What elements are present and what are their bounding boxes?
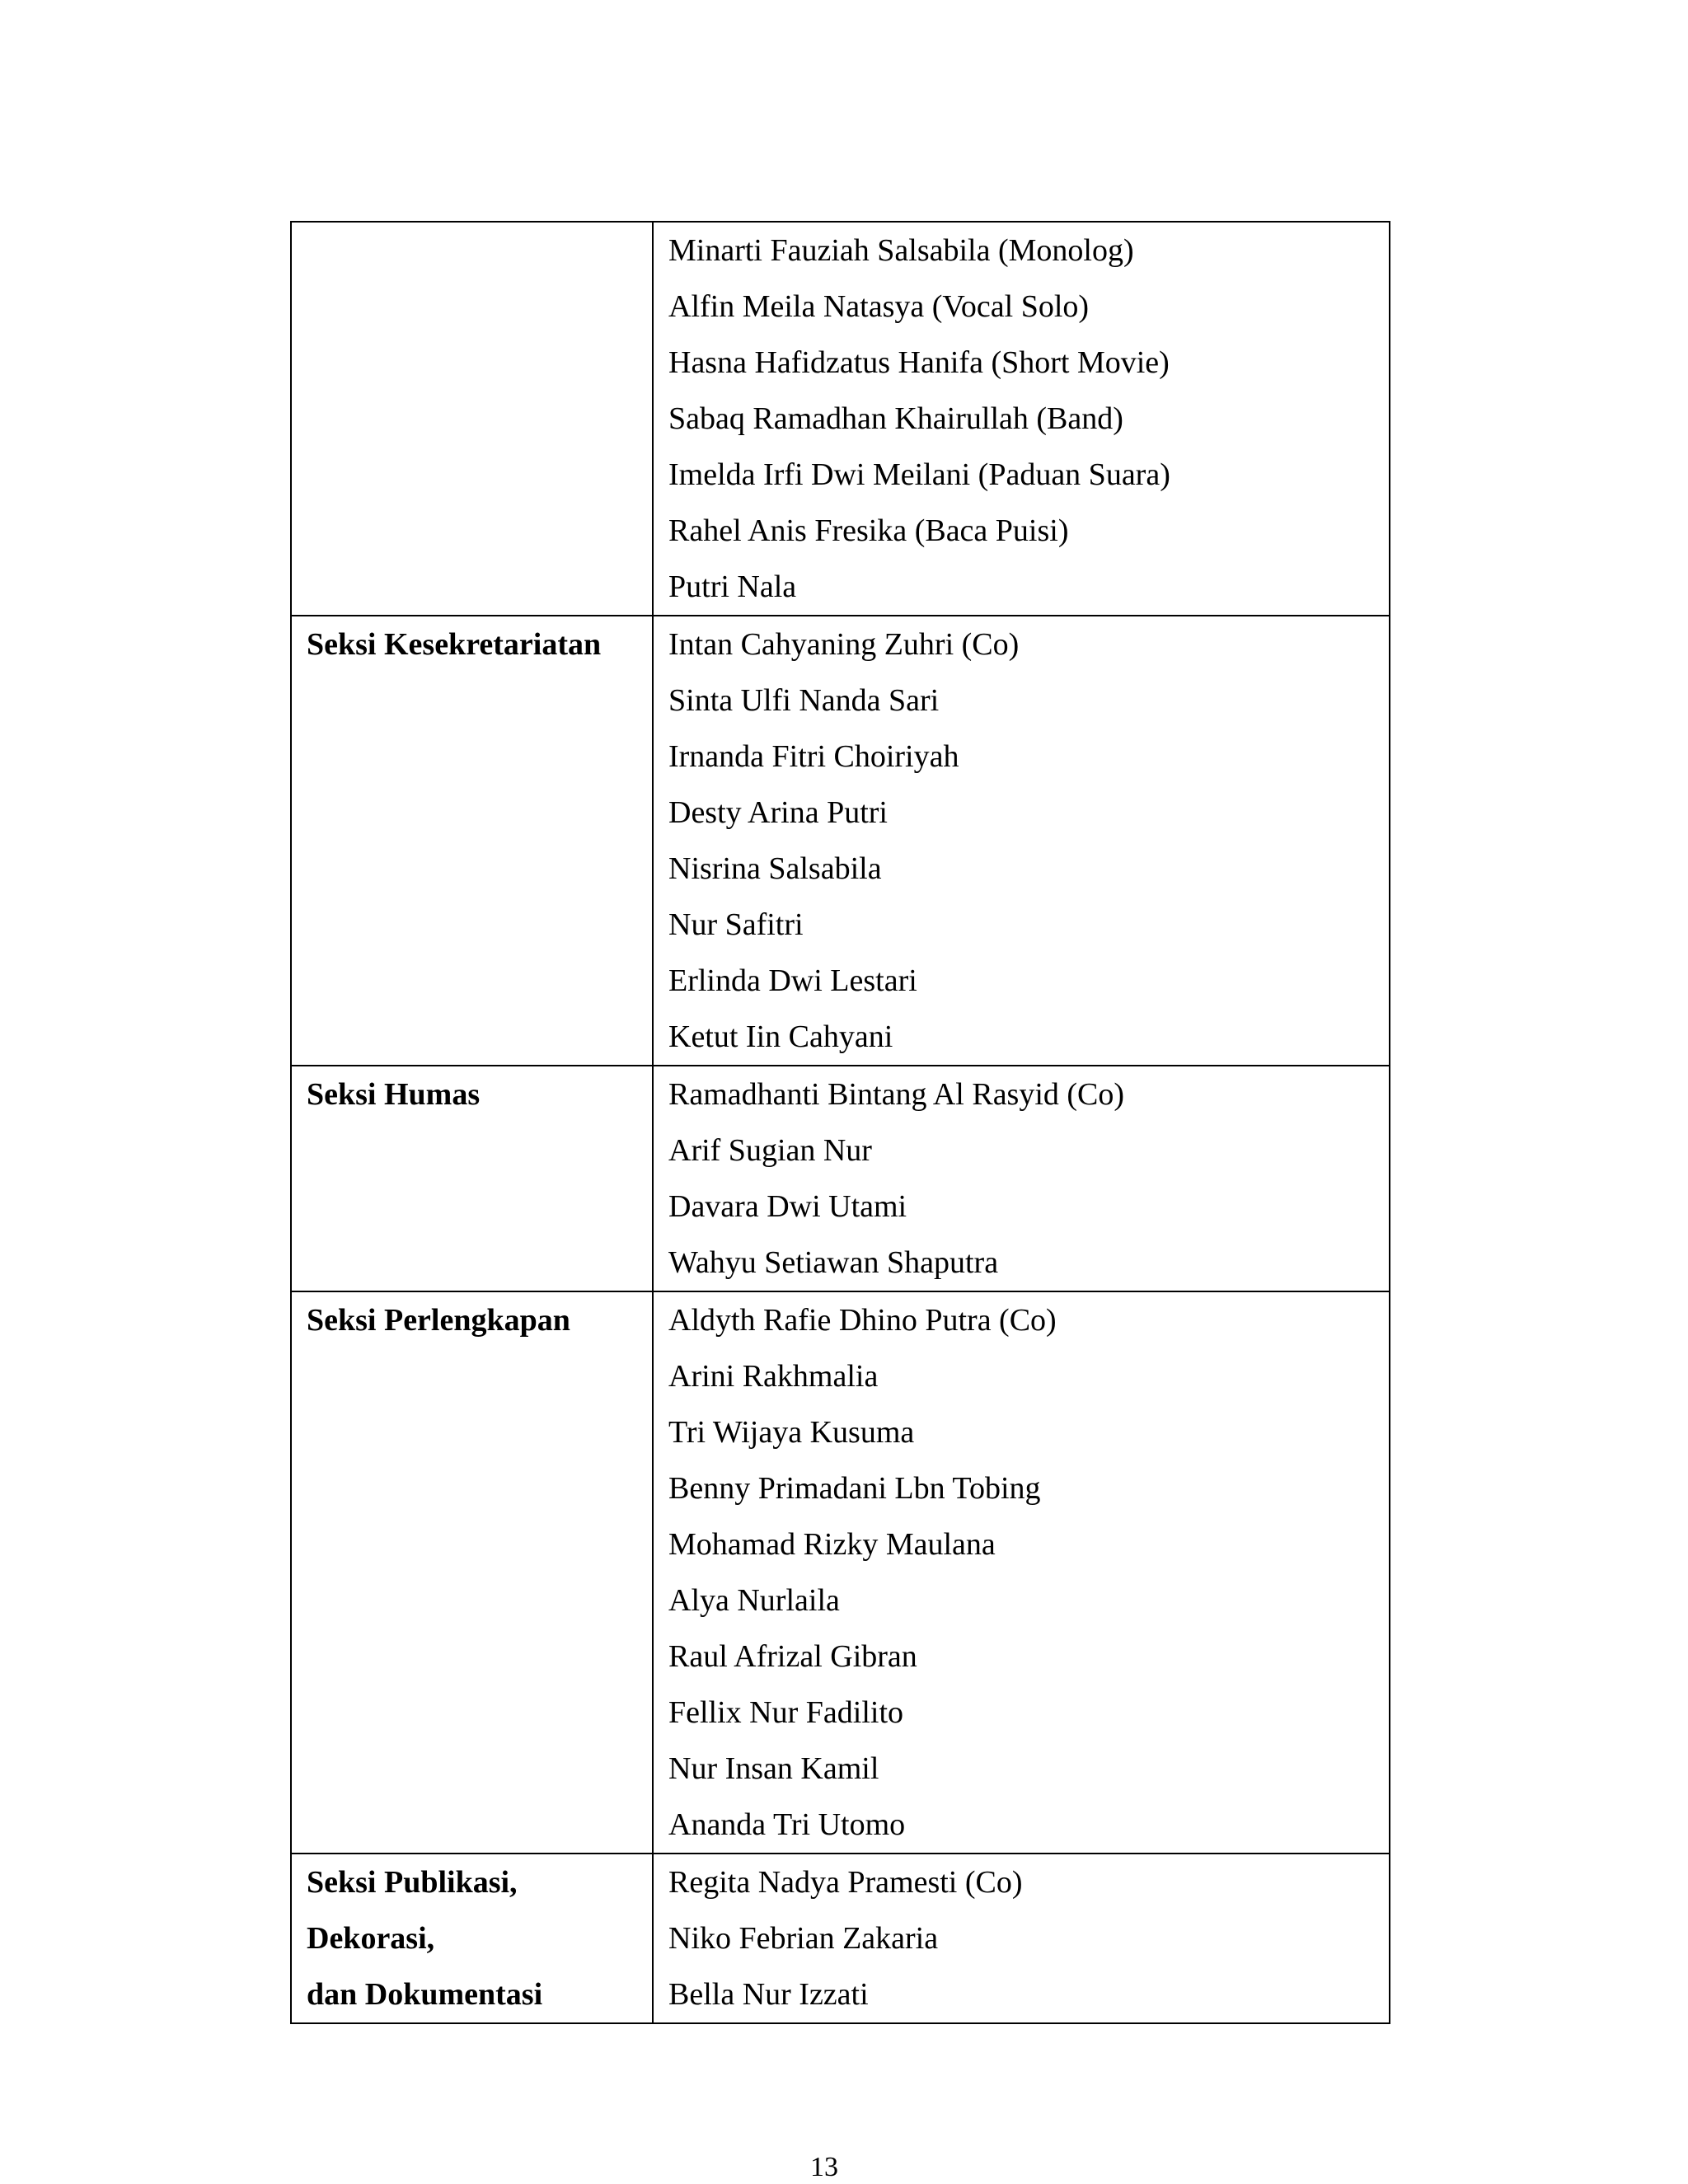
member-name: Alfin Meila Natasya (Vocal Solo) (668, 289, 1090, 324)
section-name: Seksi Publikasi, (307, 1865, 518, 1900)
member-name: Alya Nurlaila (668, 1583, 840, 1618)
members-cell-content (654, 1854, 1389, 2022)
section-name: dan Dokumentasi (307, 1977, 543, 2012)
section-cell (291, 1066, 653, 1291)
member-name: Irnanda Fitri Choiriyah (668, 739, 959, 774)
section-cell-content (292, 616, 652, 673)
page-number: 13 (810, 2152, 838, 2182)
section-name: Seksi Humas (307, 1077, 481, 1112)
section-cell (291, 222, 653, 616)
member-name: Nur Safitri (668, 907, 804, 942)
member-name: Regita Nadya Pramesti (Co) (668, 1865, 1023, 1900)
section-name: Seksi Perlengkapan (307, 1303, 570, 1338)
members-cell (653, 1291, 1390, 1854)
members-cell (653, 222, 1390, 616)
member-name: Ketut Iin Cahyani (668, 1019, 893, 1054)
member-name: Sinta Ulfi Nanda Sari (668, 683, 940, 718)
section-cell (291, 1291, 653, 1854)
section-cell-content (292, 1066, 652, 1122)
member-name: Wahyu Setiawan Shaputra (668, 1245, 999, 1280)
member-name: Nur Insan Kamil (668, 1751, 879, 1786)
members-cell-content (654, 1066, 1389, 1291)
member-name: Ramadhanti Bintang Al Rasyid (Co) (668, 1077, 1125, 1112)
committee-table-body (291, 222, 1390, 2023)
member-name: Erlinda Dwi Lestari (668, 963, 917, 998)
member-name: Raul Afrizal Gibran (668, 1639, 917, 1674)
member-name: Arini Rakhmalia (668, 1359, 879, 1394)
member-name: Davara Dwi Utami (668, 1189, 907, 1224)
member-name: Mohamad Rizky Maulana (668, 1527, 996, 1562)
table-row (291, 1291, 1390, 1854)
table-row (291, 1854, 1390, 2023)
section-cell (291, 616, 653, 1066)
member-name: Arif Sugian Nur (668, 1133, 872, 1168)
member-name: Sabaq Ramadhan Khairullah (Band) (668, 401, 1123, 436)
members-cell-content (654, 223, 1389, 615)
table-row (291, 222, 1390, 616)
member-name: Desty Arina Putri (668, 795, 888, 830)
table-row (291, 616, 1390, 1066)
section-name: Dekorasi, (307, 1921, 435, 1956)
section-cell-content (292, 1854, 652, 2022)
members-cell (653, 1854, 1390, 2023)
section-cell (291, 1854, 653, 2023)
member-name: Benny Primadani Lbn Tobing (668, 1471, 1041, 1506)
table-row (291, 1066, 1390, 1291)
members-cell (653, 616, 1390, 1066)
member-name: Hasna Hafidzatus Hanifa (Short Movie) (668, 345, 1170, 380)
members-cell-content (654, 616, 1389, 1065)
member-name: Bella Nur Izzati (668, 1977, 869, 2012)
member-name: Fellix Nur Fadilito (668, 1695, 903, 1730)
member-name: Minarti Fauziah Salsabila (Monolog) (668, 233, 1134, 268)
member-name: Tri Wijaya Kusuma (668, 1415, 915, 1450)
section-cell-content (292, 1292, 652, 1348)
member-name: Nisrina Salsabila (668, 851, 882, 886)
member-name: Putri Nala (668, 569, 797, 604)
member-name: Rahel Anis Fresika (Baca Puisi) (668, 513, 1069, 548)
member-name: Niko Febrian Zakaria (668, 1921, 939, 1956)
member-name: Aldyth Rafie Dhino Putra (Co) (668, 1303, 1057, 1338)
member-name: Imelda Irfi Dwi Meilani (Paduan Suara) (668, 457, 1170, 492)
members-cell (653, 1066, 1390, 1291)
section-name: Seksi Kesekretariatan (307, 627, 602, 662)
committee-table (290, 221, 1390, 2024)
member-name: Intan Cahyaning Zuhri (Co) (668, 627, 1020, 662)
members-cell-content (654, 1292, 1389, 1853)
member-name: Ananda Tri Utomo (668, 1807, 906, 1842)
